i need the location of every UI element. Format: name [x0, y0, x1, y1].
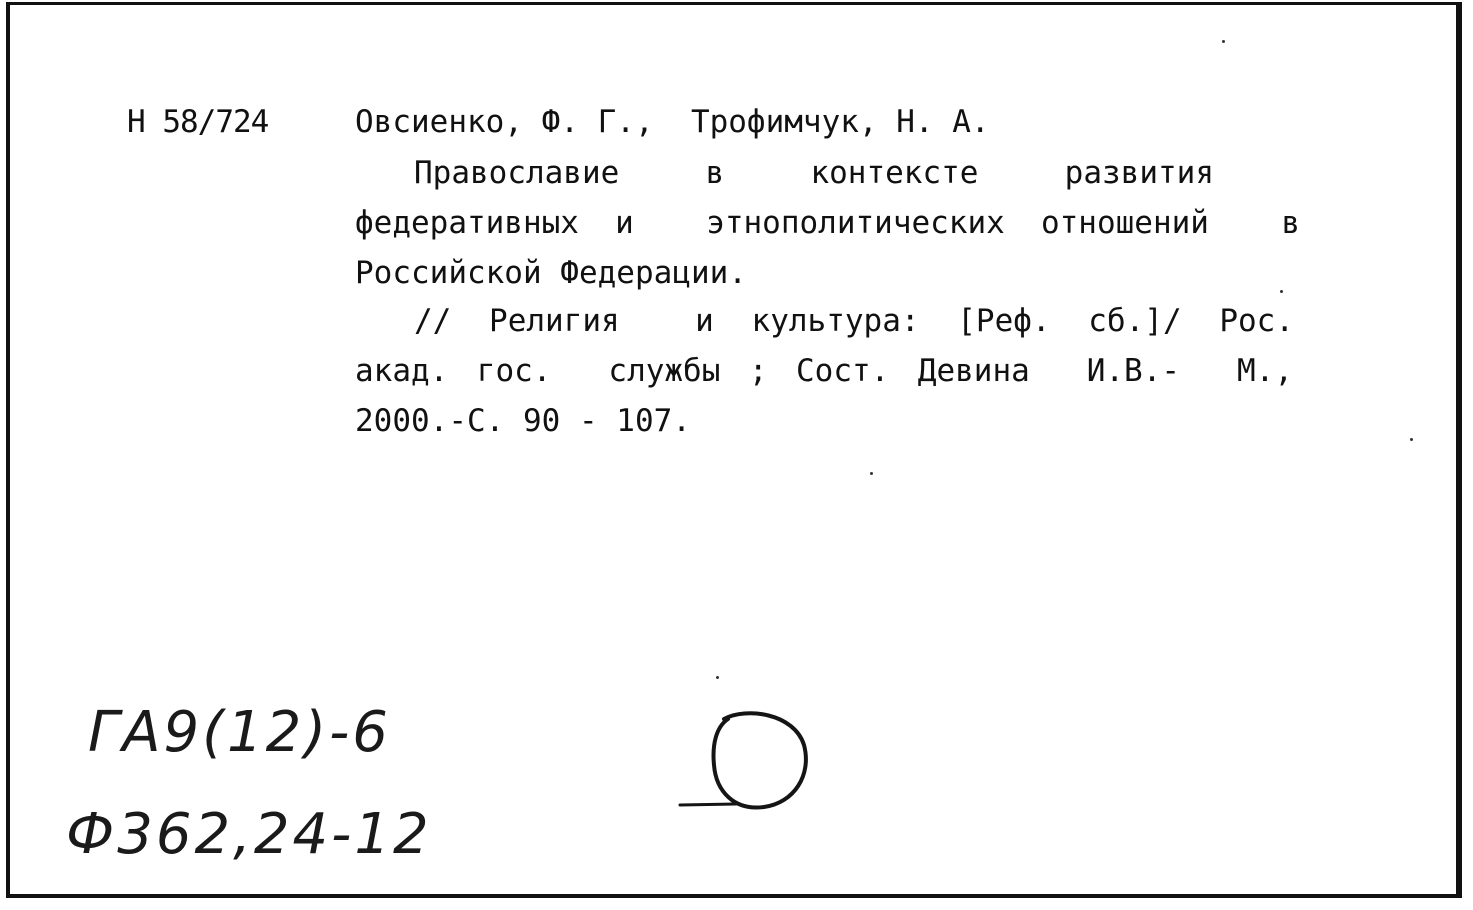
- speck-mark: [1280, 290, 1283, 293]
- handwritten-index: Ф362,24-12: [66, 802, 432, 867]
- source-line-1: // Религия и культура: [Реф. сб.]/ Рос.: [414, 303, 1294, 339]
- title-line-1: Православие в контексте развития: [414, 155, 1214, 191]
- shelfmark: Н 58/724: [127, 104, 269, 140]
- title-line-3: Российской Федерации.: [355, 255, 747, 291]
- title-line-2: федеративных и этнополитических отношений в: [355, 205, 1300, 241]
- source-line-3: 2000.-С. 90 - 107.: [355, 403, 691, 439]
- speck-mark: [870, 472, 873, 475]
- circle-stamp-icon: [676, 705, 816, 815]
- source-line-2: акад. гос. службы ; Сост. Девина И.В.- М.,: [355, 353, 1293, 389]
- speck-mark: [1222, 40, 1225, 43]
- speck-mark: [716, 676, 719, 679]
- authors: Овсиенко, Ф. Г., Трофимчук, Н. А.: [355, 104, 990, 140]
- speck-mark: [1410, 438, 1413, 441]
- handwritten-classification: ГА9(12)-6: [88, 700, 391, 765]
